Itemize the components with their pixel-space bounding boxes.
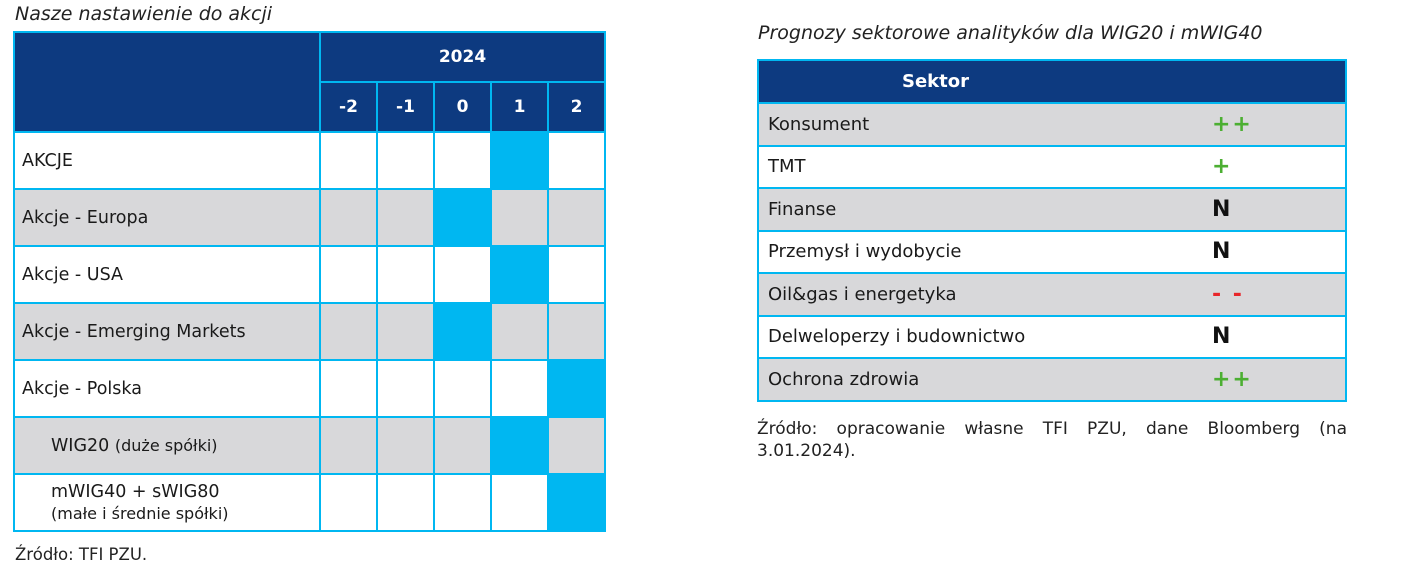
row-label — [14, 189, 320, 246]
sector-name: TMT — [758, 146, 1048, 189]
row-label-text: Akcje - Europa — [22, 207, 149, 228]
stance-marker-cell — [491, 132, 548, 189]
stance-cell — [548, 246, 605, 303]
corner-header — [14, 32, 320, 132]
sector-forecast: N — [1048, 188, 1346, 231]
sector-name: Przemysł i wydobycie — [758, 231, 1048, 274]
stance-cell — [548, 132, 605, 189]
sector-forecast: ++ — [1048, 358, 1346, 401]
stance-cell — [320, 132, 377, 189]
stance-cell — [548, 303, 605, 360]
stance-cell — [377, 360, 434, 417]
table-row — [14, 132, 605, 189]
stance-marker-cell — [491, 246, 548, 303]
stance-cell — [377, 303, 434, 360]
stance-cell — [434, 246, 491, 303]
sector-name: Konsument — [758, 103, 1048, 146]
row-label-text: Akcje - USA — [22, 264, 124, 285]
sector-name: Finanse — [758, 188, 1048, 231]
sector-forecast: N — [1048, 231, 1346, 274]
sector-forecast: N — [1048, 316, 1346, 359]
table-row — [14, 303, 605, 360]
row-label — [14, 474, 320, 531]
row-label-note: (duże spółki) — [114, 435, 218, 455]
row-label-text: AKCJE — [22, 150, 73, 171]
stance-cell — [377, 474, 434, 531]
year-header: 2024 — [320, 32, 605, 82]
right-source-note: Źródło: opracowanie własne TFI PZU, dane Bloomberg (na 3.01.2024). — [757, 419, 1347, 461]
stance-cell — [320, 474, 377, 531]
table-row — [14, 246, 605, 303]
equity-stance-table — [13, 31, 606, 532]
stance-cell — [377, 417, 434, 474]
level-header-2: 0 — [434, 82, 491, 132]
stance-cell — [548, 417, 605, 474]
right-table-caption: Prognozy sektorowe analityków dla WIG20 i mWIG40 — [758, 22, 1263, 44]
stance-cell — [377, 246, 434, 303]
stance-cell — [434, 474, 491, 531]
row-label-text: WIG20 — [51, 435, 110, 456]
row-label — [14, 246, 320, 303]
stance-cell — [491, 474, 548, 531]
sector-forecast-table — [757, 59, 1347, 402]
stance-cell — [320, 360, 377, 417]
table-row — [14, 417, 605, 474]
sector-header: Sektor — [758, 60, 1048, 103]
row-label — [14, 132, 320, 189]
level-header-3: 1 — [491, 82, 548, 132]
forecast-header — [1048, 60, 1346, 103]
table-row — [14, 360, 605, 417]
stance-cell — [491, 360, 548, 417]
row-label-text: Akcje - Polska — [22, 378, 142, 399]
level-header-4: 2 — [548, 82, 605, 132]
stance-marker-cell — [491, 417, 548, 474]
stance-cell — [320, 303, 377, 360]
stance-cell — [491, 189, 548, 246]
sector-forecast: + — [1048, 146, 1346, 189]
level-header-1: -1 — [377, 82, 434, 132]
sector-name: Oil&gas i energetyka — [758, 273, 1048, 316]
stance-cell — [377, 132, 434, 189]
stance-cell — [320, 417, 377, 474]
sector-name: Delweloperzy i budownictwo — [758, 316, 1048, 359]
sector-forecast: ++ — [1048, 103, 1346, 146]
stance-cell — [320, 246, 377, 303]
row-label — [14, 417, 320, 474]
stance-marker-cell — [434, 189, 491, 246]
sector-forecast: - - — [1048, 273, 1346, 316]
table-row — [758, 188, 1346, 231]
stance-marker-cell — [548, 474, 605, 531]
stance-cell — [434, 417, 491, 474]
table-row — [758, 316, 1346, 359]
row-label-text: mWIG40 + sWIG80 — [51, 482, 220, 502]
sector-name: Ochrona zdrowia — [758, 358, 1048, 401]
stance-cell — [377, 189, 434, 246]
table-row — [758, 103, 1346, 146]
table-row — [14, 189, 605, 246]
level-header-0: -2 — [320, 82, 377, 132]
row-label — [14, 303, 320, 360]
stance-cell — [434, 360, 491, 417]
left-source-note: Źródło: TFI PZU. — [15, 545, 148, 564]
stance-marker-cell — [548, 360, 605, 417]
row-label-text: Akcje - Emerging Markets — [22, 321, 246, 342]
left-table-caption: Nasze nastawienie do akcji — [15, 3, 273, 25]
stance-cell — [548, 189, 605, 246]
table-row — [758, 358, 1346, 401]
table-row — [758, 146, 1346, 189]
stance-cell — [434, 132, 491, 189]
stance-cell — [491, 303, 548, 360]
table-row — [14, 474, 605, 531]
row-label-subline: (małe i średnie spółki) — [51, 504, 229, 523]
table-row — [758, 273, 1346, 316]
stance-marker-cell — [434, 303, 491, 360]
row-label — [14, 360, 320, 417]
stance-cell — [320, 189, 377, 246]
table-row — [758, 231, 1346, 274]
